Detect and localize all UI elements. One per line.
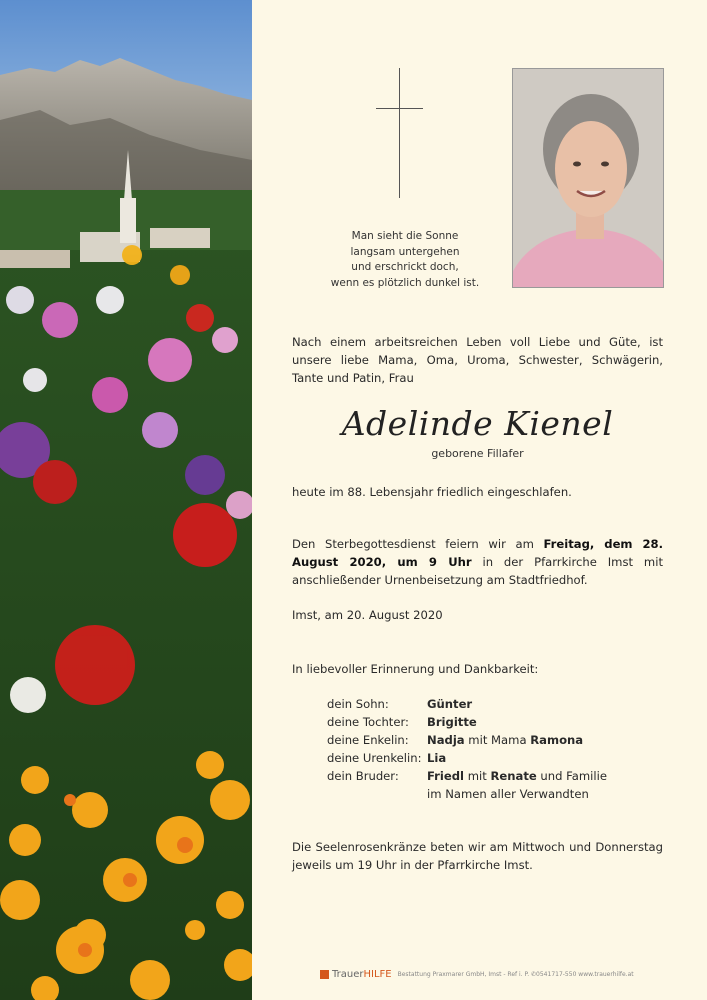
service-text — [292, 535, 663, 589]
footer-info: Bestattung Praxmarer GmbH, Imst - Ref i. P. ✆0541717-550 www.trauerhilfe.at — [397, 971, 634, 978]
family-relation: dein Bruder: — [327, 769, 399, 783]
motto-line: Man sieht die Sonne — [351, 230, 459, 242]
portrait-image — [513, 69, 663, 287]
service-text-start: Den Sterbegottesdienst feiern wir am — [292, 537, 544, 551]
family-row — [327, 749, 607, 767]
birth-name: geborene Fillafer — [431, 447, 524, 460]
portrait-photo — [512, 68, 664, 288]
family-relation: deine Tochter: — [327, 715, 409, 729]
family-relation: dein Sohn: — [327, 697, 389, 711]
family-member: Friedl — [427, 769, 465, 783]
flower-meadow-image — [0, 0, 252, 1000]
logo-text-a: Trauer — [332, 969, 364, 980]
trauerhilfe-logo-icon — [320, 970, 329, 979]
family-member: Lia — [427, 751, 447, 765]
remembrance-text: In liebevoller Erinnerung und Dankbarkeit: — [292, 662, 539, 676]
family-member: Günter — [427, 697, 473, 711]
family-member: Nadja — [427, 733, 465, 747]
motto-line: wenn es plötzlich dunkel ist. — [330, 276, 480, 289]
cross-icon — [376, 68, 423, 198]
family-connector: und Familie — [536, 769, 607, 783]
family-connector: mit — [464, 769, 491, 783]
family-row — [327, 785, 607, 803]
family-member: Renate — [490, 769, 537, 783]
service-date: Freitag, dem 28. August 2020, um 9 Uhr — [292, 537, 664, 569]
rosary-text: Die Seelenrosenkränze beten wir am Mittwoch und Donnerstag jeweils um 19 Uhr in der Pfarrkirche Imst. — [292, 840, 663, 872]
intro-text: Nach einem arbeitsreichen Leben voll Liebe und Güte, ist unsere liebe Mama, Oma, Uroma, Schwester, Schwägerin, Tante und Patin, Frau — [292, 335, 663, 385]
family-row — [327, 695, 607, 713]
place-date: Imst, am 20. August 2020 — [292, 608, 443, 622]
family-closing: im Namen aller Verwandten — [427, 787, 589, 801]
logo-text-b: HILFE — [363, 969, 392, 980]
passing-text: heute im 88. Lebensjahr friedlich eingeschlafen. — [292, 485, 572, 499]
family-row — [327, 713, 607, 731]
footer-logo — [332, 969, 392, 980]
family-row — [327, 767, 607, 785]
family-connector: mit Mama — [464, 733, 531, 747]
family-relation: deine Enkelin: — [327, 733, 409, 747]
motto-line: und erschrickt doch, — [351, 261, 459, 273]
service-text-end: in der Pfarrkirche Imst mit anschließender Urnenbeisetzung am Stadtfriedhof. — [292, 555, 663, 587]
family-relation: deine Urenkelin: — [327, 751, 422, 765]
family-row — [327, 731, 607, 749]
landscape-photo — [0, 0, 252, 1000]
motto-line: langsam untergehen — [350, 245, 460, 258]
footer — [320, 969, 634, 980]
family-member: Brigitte — [427, 715, 477, 729]
family-member: Ramona — [530, 733, 584, 747]
deceased-name: Adelinde Kienel — [341, 404, 614, 443]
family-list — [327, 695, 607, 803]
motto-verse — [300, 229, 510, 291]
